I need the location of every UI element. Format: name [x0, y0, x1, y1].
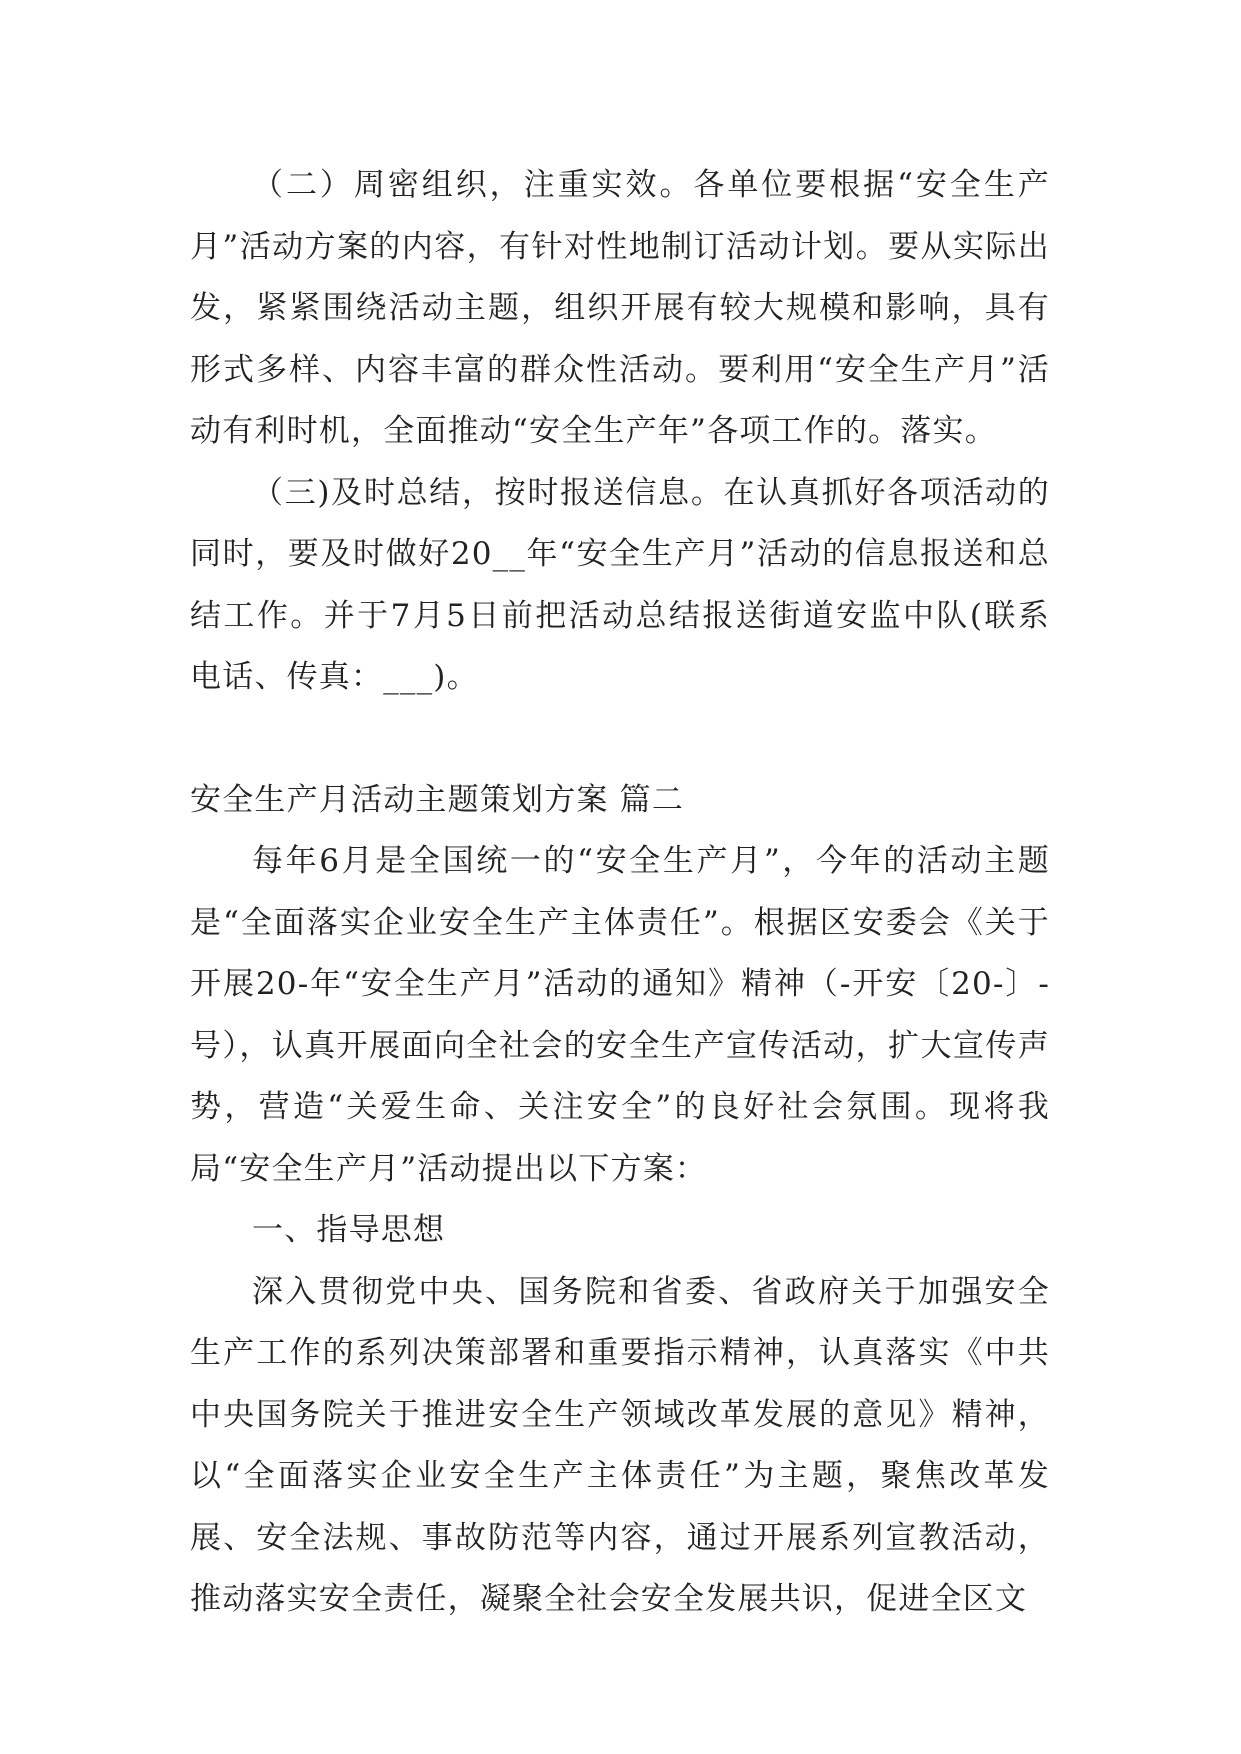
paragraph-guiding-ideology: 深入贯彻党中央、国务院和省委、省政府关于加强安全生产工作的系列决策部署和重要指示精神，认真落实《中共中央国务院关于推进安全生产领域改革发展的意见》精神，以“全面落实企业安全生产主体责任”为主题，聚焦改革发展、安全法规、事故防范等内容，通过开展系列宣教活动，推动落实安全责任，凝聚全社会安全发展共识，促进全区文 — [190, 1273, 1050, 1617]
document-page — [190, 155, 1050, 1631]
paragraph-organize: （二）周密组织，注重实效。各单位要根据“安全生产月”活动方案的内容，有针对性地制订活动计划。要从实际出发，紧紧围绕活动主题，组织开展有较大规模和影响，具有形式多样、内容丰富的群众性活动。要利用“安全生产月”活动有利时机，全面推动“安全生产年”各项工作的。落实。 — [190, 167, 1050, 449]
section-spacer — [190, 709, 1050, 770]
section-title: 安全生产月活动主题策划方案 篇二 — [190, 781, 685, 818]
paragraph-summary: （三)及时总结，按时报送信息。在认真抓好各项活动的同时，要及时做好20__年“安全生产月”活动的信息报送和总结工作。并于7月5日前把活动总结报送街道安监中队(联系电话、传真：___)。 — [190, 474, 1050, 695]
paragraph-intro: 每年6月是全国统一的“安全生产月”，今年的活动主题是“全面落实企业安全生产主体责任”。根据区安委会《关于开展20-年“安全生产月”活动的通知》精神（-开安〔20-〕-号），认真开展面向全社会的安全生产宣传活动，扩大宣传声势，营造“关爱生命、关注安全”的良好社会氛围。现将我局“安全生产月”活动提出以下方案： — [190, 843, 1050, 1187]
heading-guiding-ideology: 一、指导思想 — [252, 1212, 446, 1248]
